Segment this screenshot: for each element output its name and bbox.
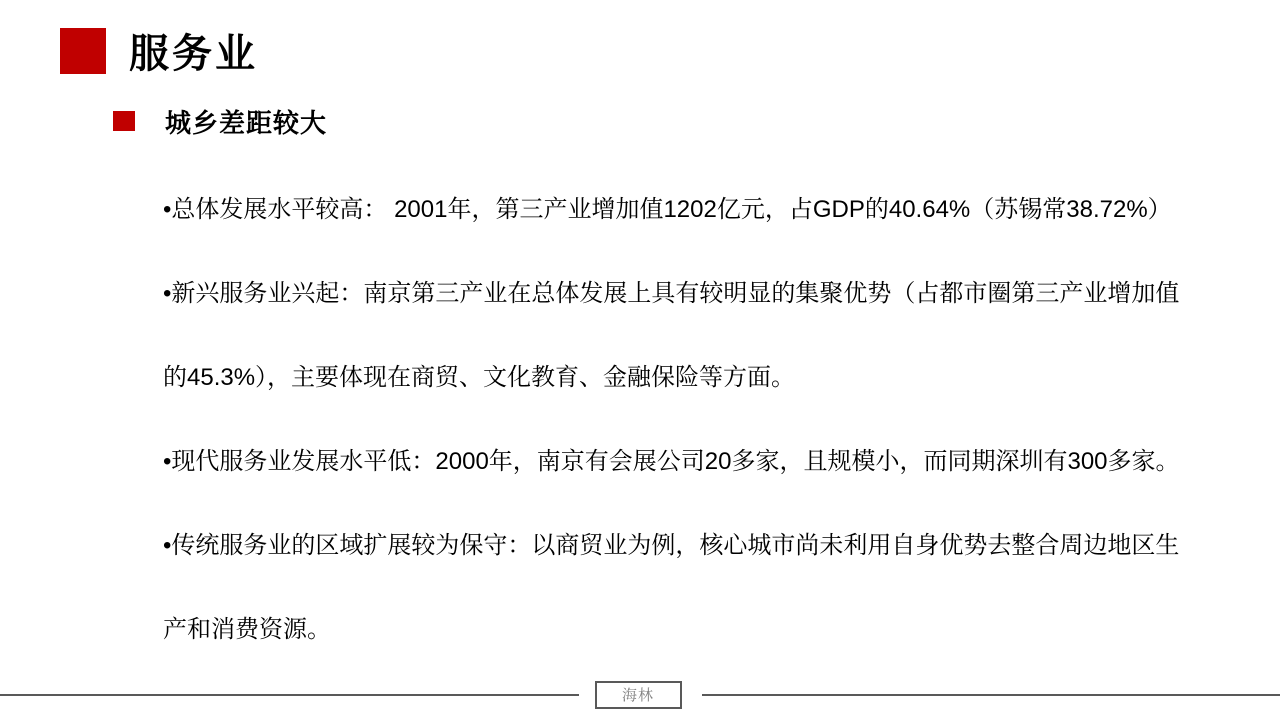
bullet-marker: • (163, 196, 172, 223)
bullet-marker: • (163, 448, 172, 475)
footer-logo-box (595, 681, 682, 709)
bullet-item-1 (163, 168, 1201, 252)
bullet-marker: • (163, 532, 172, 559)
slide-title: 服务业 (129, 32, 258, 76)
footer-brand-text: 海林 (621, 687, 654, 704)
bullet-text-1: 总体发展水平较高： 2001年，第三产业增加值1202亿元，占GDP的40.64%（苏锡常38.72%） (171, 196, 1172, 223)
bullet-text-4: 传统服务业的区域扩展较为保守：以商贸业为例，核心城市尚未利用自身优势去整合周边地区生产和消费资源。 (163, 532, 1180, 643)
footer-divider-right (702, 694, 1280, 696)
subtitle-accent-square (113, 111, 135, 131)
bullet-text-3: 现代服务业发展水平低：2000年，南京有会展公司20多家，且规模小，而同期深圳有300多家。 (171, 448, 1180, 475)
bullet-text-2: 新兴服务业兴起：南京第三产业在总体发展上具有较明显的集聚优势（占都市圈第三产业增加值的45.3%），主要体现在商贸、文化教育、金融保险等方面。 (163, 280, 1180, 391)
title-accent-square (60, 28, 106, 74)
slide-subtitle: 城乡差距较大 (165, 107, 328, 138)
bullet-item-2 (163, 252, 1201, 420)
slide-subtitle-row (113, 107, 328, 138)
bullet-item-3 (163, 420, 1201, 504)
bullet-marker: • (163, 280, 172, 307)
slide-title-row (60, 27, 258, 74)
bullet-item-4 (163, 504, 1201, 672)
footer-divider-left (0, 694, 579, 696)
slide-footer (0, 680, 1280, 709)
slide-body (163, 168, 1201, 672)
